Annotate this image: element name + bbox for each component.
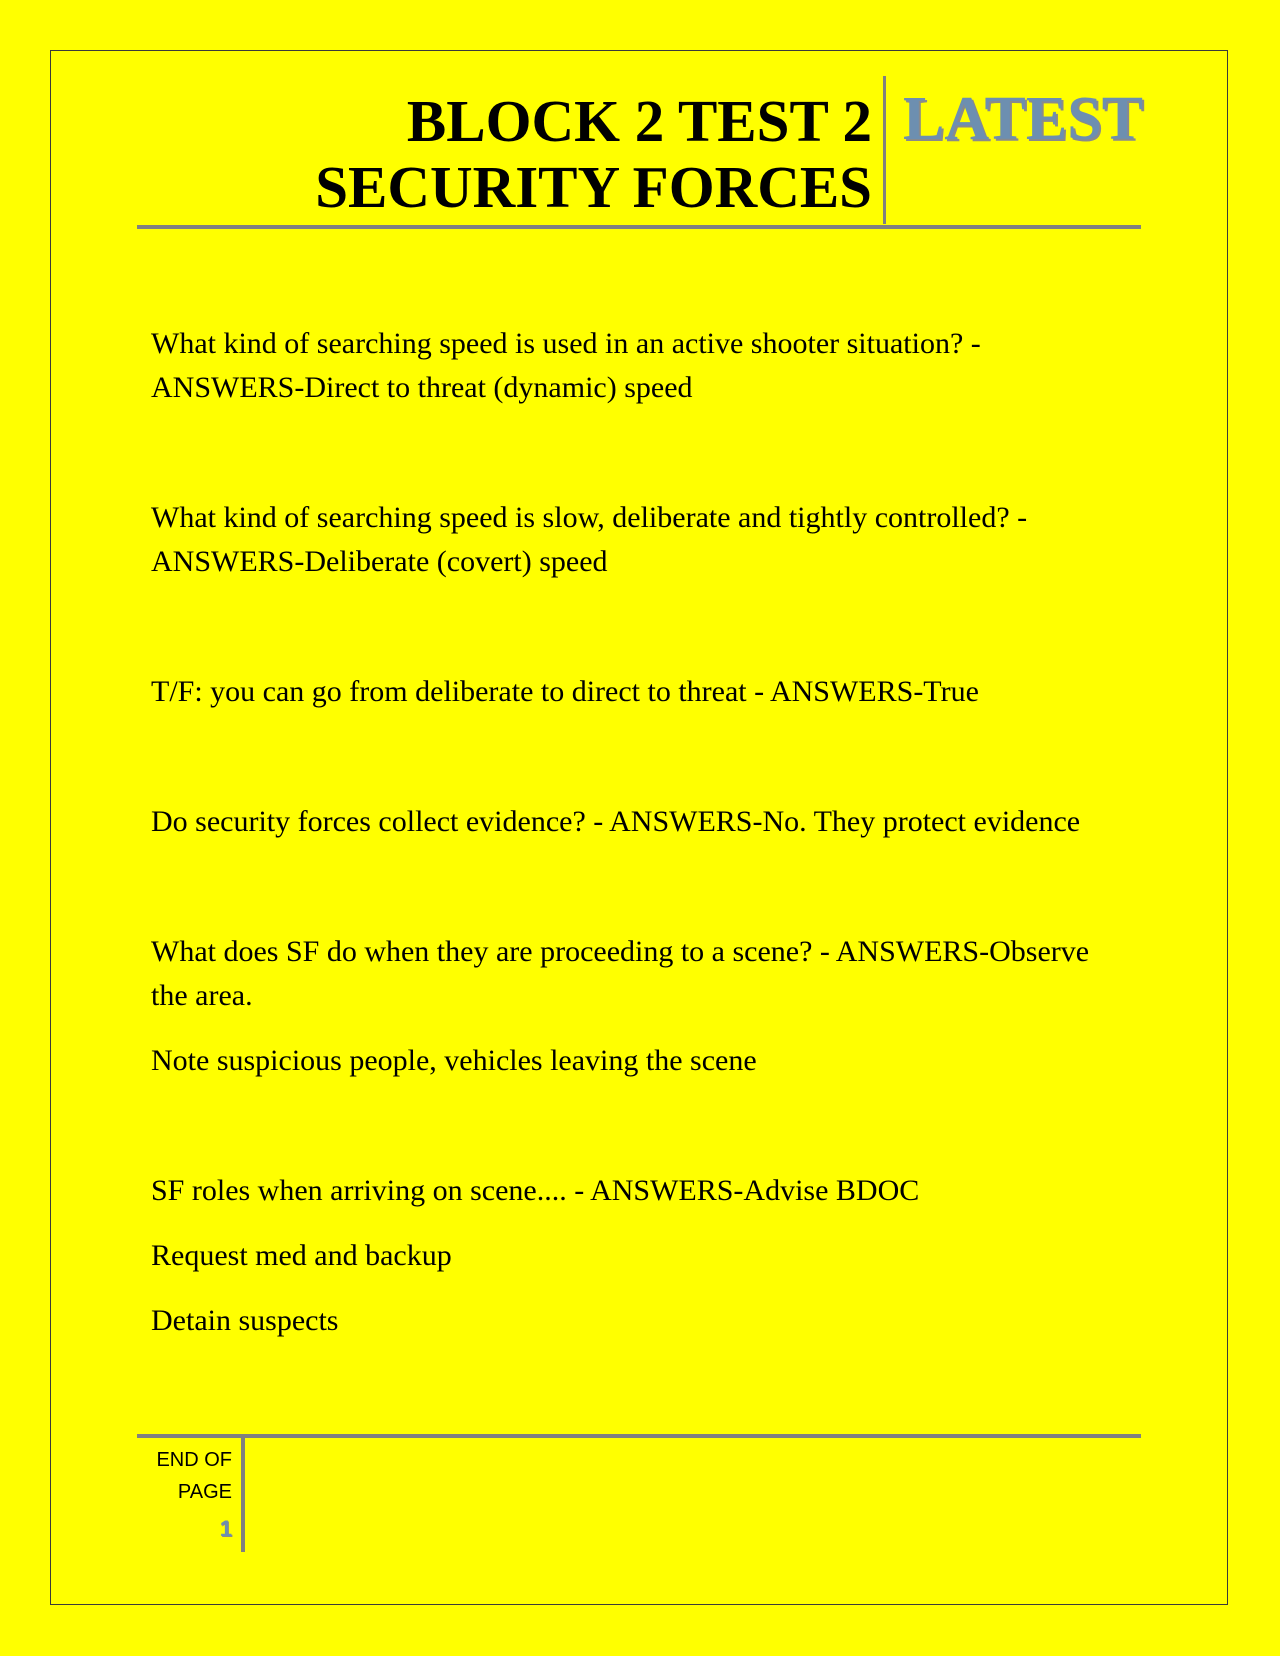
qa-list: [151, 322, 1131, 1343]
qa-item: [151, 930, 1131, 1083]
page-number: 1: [219, 1516, 232, 1541]
footer-divider: [241, 1436, 245, 1552]
end-of-page-label: [156, 1444, 232, 1508]
document-title: [315, 88, 872, 220]
qa-item: [151, 670, 1131, 714]
title-line-2: SECURITY FORCES: [315, 154, 872, 220]
footer-label-line-2: PAGE: [177, 1481, 232, 1503]
qa-item: [151, 496, 1131, 584]
title-line-1: BLOCK 2 TEST 2: [406, 88, 872, 154]
qa-line: SF roles when arriving on scene.... - ANSWERS-Advise BDOC: [151, 1174, 920, 1207]
header-rule: [137, 225, 1141, 229]
qa-line: T/F: you can go from deliberate to direct to threat - ANSWERS-True: [151, 675, 979, 708]
header-divider: [883, 76, 886, 224]
qa-item: [151, 322, 1131, 410]
qa-item: [151, 800, 1131, 844]
qa-line: What kind of searching speed is slow, deliberate and tightly controlled? - ANSWERS-Deliberate (covert) speed: [151, 501, 1028, 578]
qa-line: Request med and backup: [151, 1239, 452, 1272]
footer-label-line-1: END OF: [156, 1449, 232, 1471]
footer-rule: [137, 1434, 1141, 1438]
qa-item: [151, 1169, 1131, 1343]
latest-tag: LATEST: [903, 85, 1144, 153]
qa-line: Do security forces collect evidence? - ANSWERS-No. They protect evidence: [151, 805, 1081, 838]
qa-line: What kind of searching speed is used in an active shooter situation? - ANSWERS-Direct to threat (dynamic) speed: [151, 327, 981, 404]
qa-line: Detain suspects: [151, 1304, 339, 1337]
qa-line: What does SF do when they are proceeding to a scene? - ANSWERS-Observe the area.: [151, 935, 1090, 1012]
qa-line: Note suspicious people, vehicles leaving the scene: [151, 1044, 757, 1077]
